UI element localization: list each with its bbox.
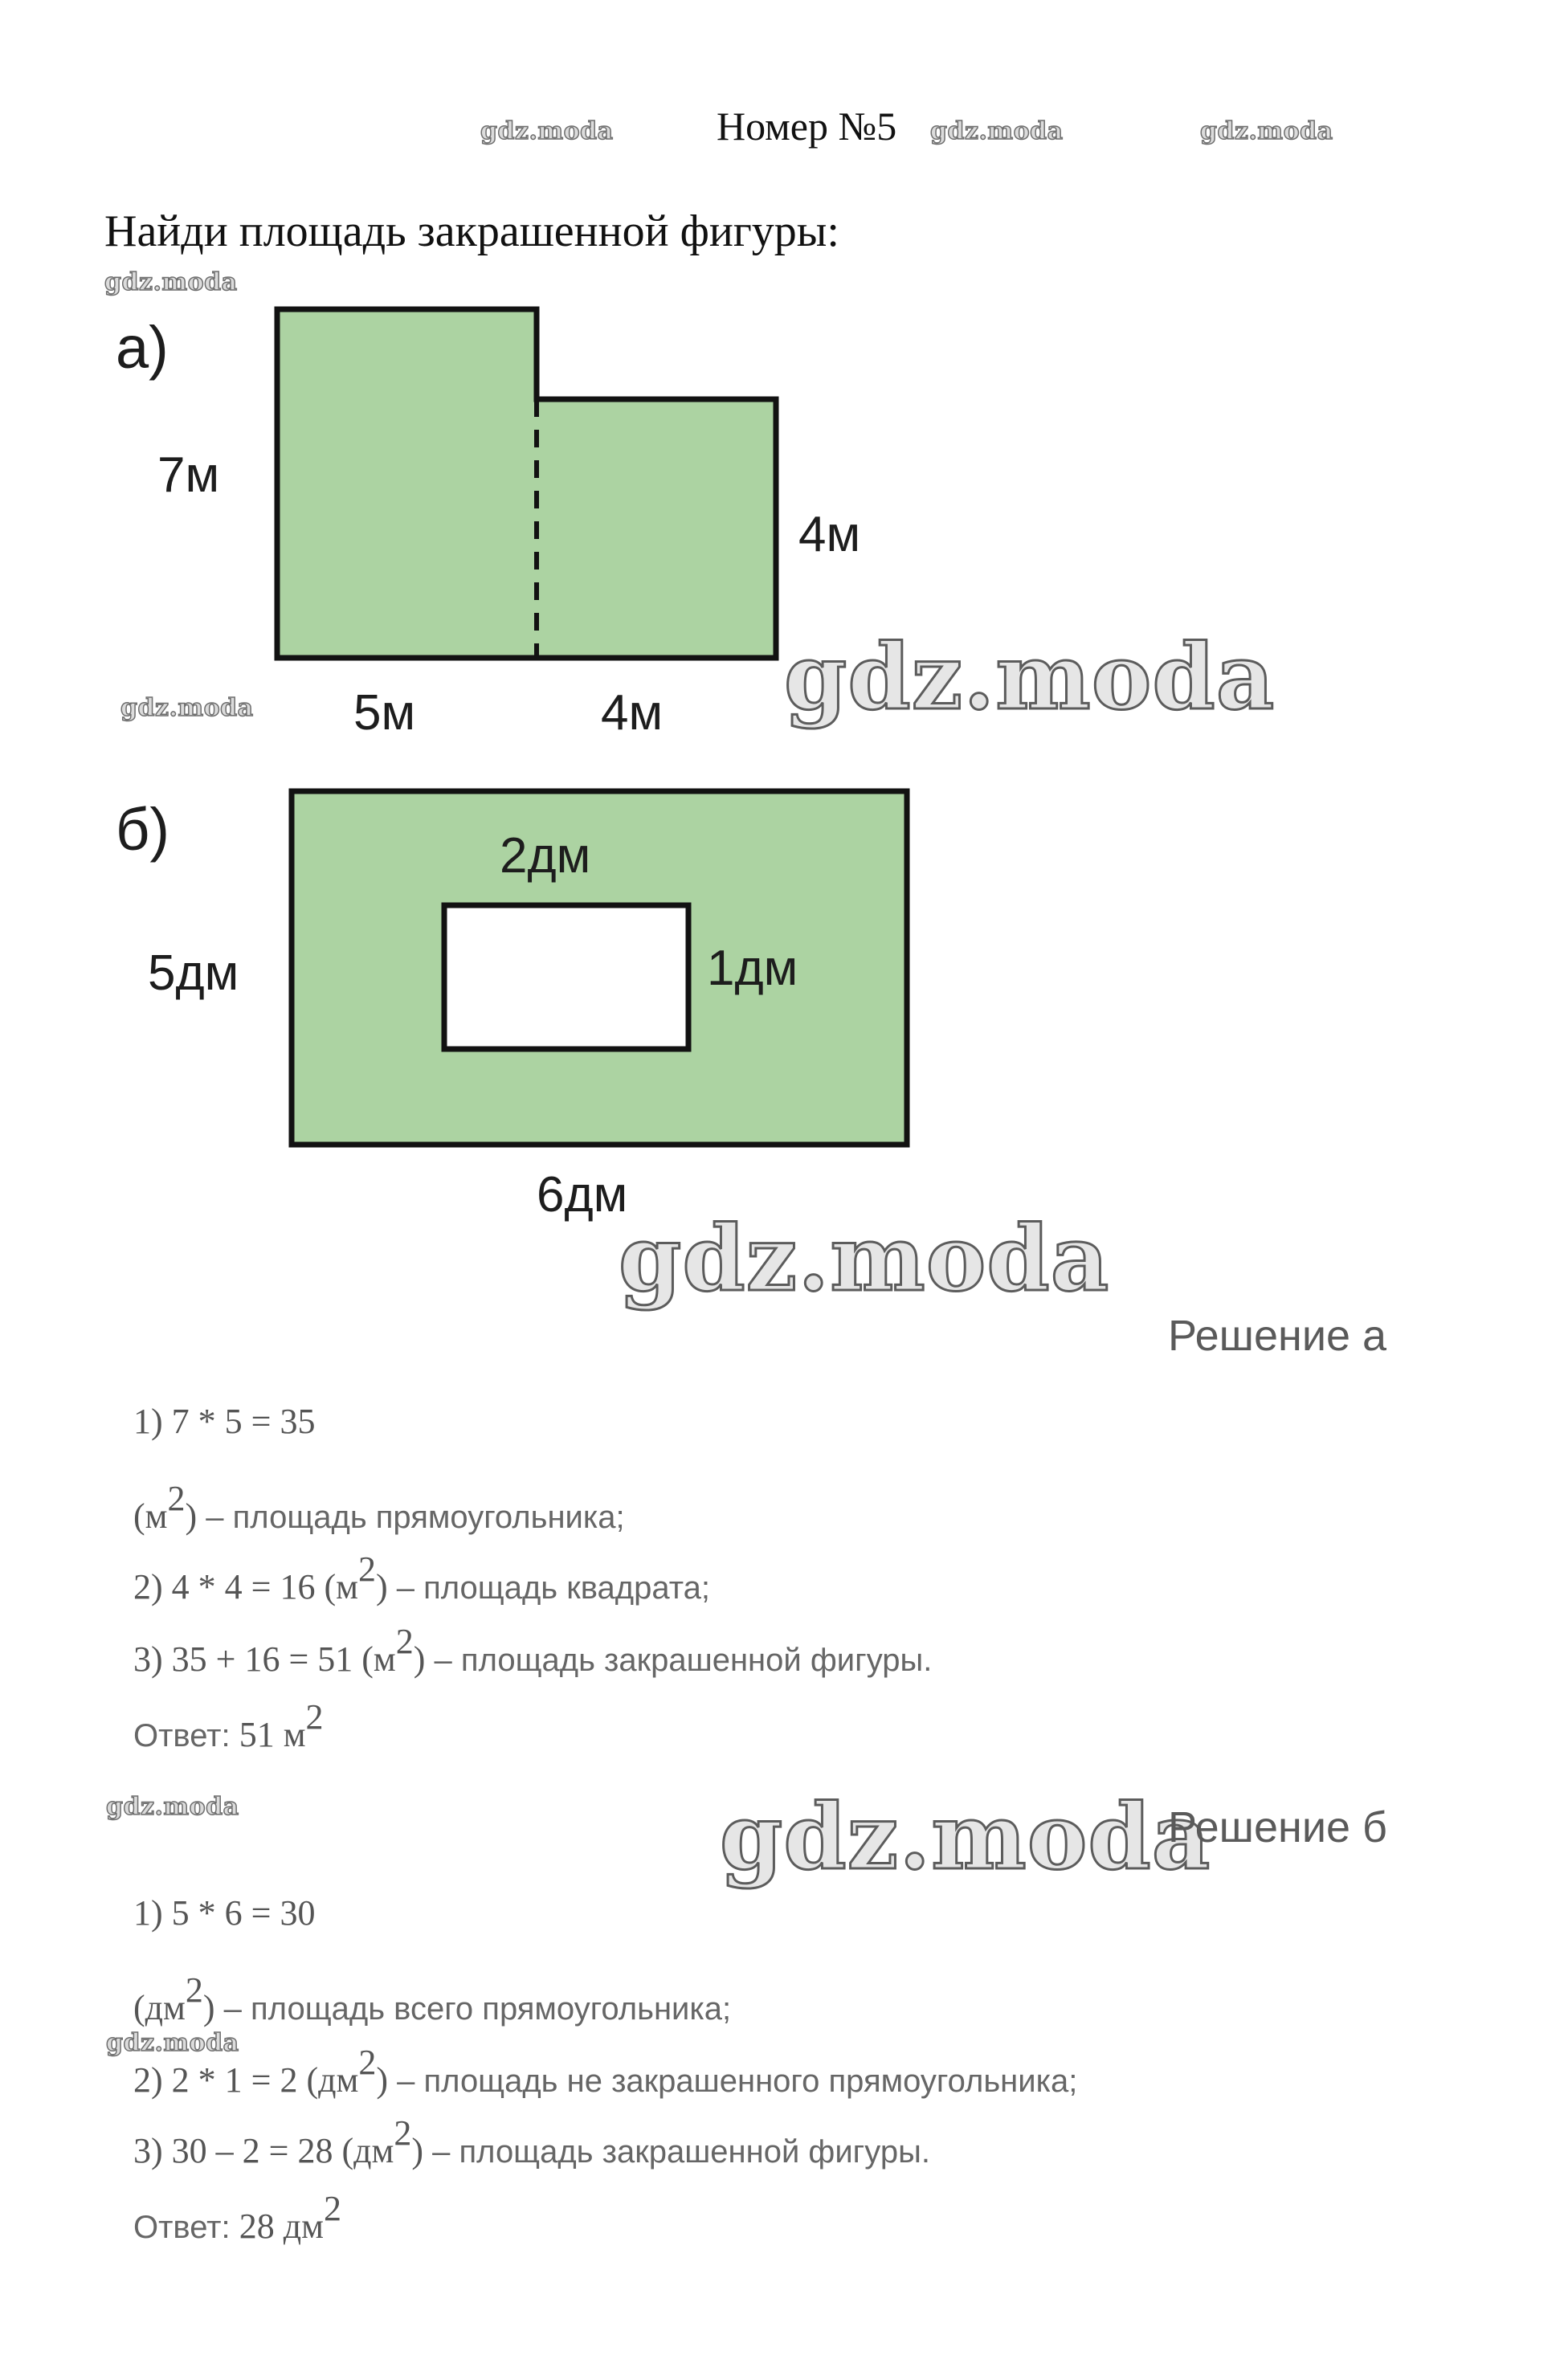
formula: 2) 4 * 4 = 16 (м xyxy=(133,1567,358,1606)
exponent: 2 xyxy=(394,2113,412,2153)
solution-a-step-1 xyxy=(133,1401,315,1442)
page-title: Номер №5 xyxy=(717,104,897,149)
answer-value: 51 м xyxy=(239,1715,306,1754)
solution-b-heading: Решение б xyxy=(1168,1803,1387,1851)
watermark: gdz.moda xyxy=(104,268,238,296)
figure-b-height: 5дм xyxy=(148,945,239,1001)
figure-a-bottom-left: 5м xyxy=(353,685,416,741)
note: – площадь всего прямоугольника; xyxy=(214,1991,732,2027)
task-text: Найди площадь закрашенной фигуры: xyxy=(104,206,839,256)
figure-a-bottom-right: 4м xyxy=(601,685,664,741)
figure-b-inner-width: 2дм xyxy=(500,828,591,884)
note: – площадь не закрашенного прямоугольника; xyxy=(388,2064,1078,2099)
exponent: 2 xyxy=(305,1697,324,1737)
answer-label: Ответ: xyxy=(133,2210,239,2245)
figure-a-label: а) xyxy=(116,314,169,381)
exponent: 2 xyxy=(358,2043,377,2082)
watermark: gdz.moda xyxy=(106,2029,239,2057)
solution-b-step-1 xyxy=(133,1892,315,1933)
answer-label: Ответ: xyxy=(133,1718,239,1753)
unit: (дм xyxy=(133,1988,186,2027)
solution-b-step-2 xyxy=(133,2043,1078,2100)
exponent: 2 xyxy=(395,1622,414,1661)
solution-a-step-2 xyxy=(133,1549,710,1607)
watermark: gdz.moda xyxy=(930,117,1064,145)
formula: 3) 30 – 2 = 28 (дм xyxy=(133,2131,394,2170)
formula: 3) 35 + 16 = 51 (м xyxy=(133,1639,396,1679)
unit: (м xyxy=(133,1496,168,1536)
figure-a-shape xyxy=(265,297,787,667)
answer-value: 28 дм xyxy=(239,2207,324,2246)
unit-close: ) xyxy=(185,1496,198,1536)
figure-b-label: б) xyxy=(116,796,170,863)
unit-close: ) xyxy=(411,2131,424,2170)
watermark: gdz.moda xyxy=(1200,117,1333,145)
figure-b-width: 6дм xyxy=(537,1167,628,1223)
formula: 1) 7 * 5 = 35 xyxy=(133,1402,316,1441)
exponent: 2 xyxy=(357,1549,376,1589)
solution-b-step-3 xyxy=(133,2113,930,2171)
exponent: 2 xyxy=(323,2189,341,2228)
solution-a-heading: Решение а xyxy=(1168,1312,1387,1360)
figure-b-hole xyxy=(444,905,688,1049)
watermark: gdz.moda xyxy=(619,1206,1110,1312)
note: – площадь квадрата; xyxy=(387,1570,710,1606)
solution-a-step-1-note xyxy=(133,1479,625,1537)
note: – площадь закрашенной фигуры. xyxy=(425,1643,933,1678)
exponent: 2 xyxy=(185,1970,203,2010)
figure-b-inner-height: 1дм xyxy=(707,941,798,996)
watermark: gdz.moda xyxy=(480,117,614,145)
unit-close: ) xyxy=(375,1567,388,1606)
figure-a-left-height: 7м xyxy=(157,447,220,503)
watermark: gdz.moda xyxy=(784,625,1276,730)
solution-b-answer xyxy=(133,2189,341,2247)
figure-a-right-height: 4м xyxy=(798,507,861,562)
unit-close: ) xyxy=(202,1988,215,2027)
formula: 1) 5 * 6 = 30 xyxy=(133,1893,316,1933)
note: – площадь закрашенной фигуры. xyxy=(423,2134,930,2170)
watermark: gdz.moda xyxy=(720,1785,1211,1890)
watermark: gdz.moda xyxy=(120,694,254,722)
solution-a-step-3 xyxy=(133,1622,933,1680)
exponent: 2 xyxy=(167,1479,186,1518)
figure-b-shape xyxy=(280,779,922,1155)
unit-close: ) xyxy=(376,2060,389,2100)
solution-b-step-1-note xyxy=(133,1970,732,2028)
note: – площадь прямоугольника; xyxy=(197,1500,625,1535)
watermark: gdz.moda xyxy=(106,1793,239,1821)
solution-a-answer xyxy=(133,1697,324,1755)
formula: 2) 2 * 1 = 2 (дм xyxy=(133,2060,359,2100)
figure-a-outline xyxy=(277,309,776,658)
unit-close: ) xyxy=(413,1639,426,1679)
